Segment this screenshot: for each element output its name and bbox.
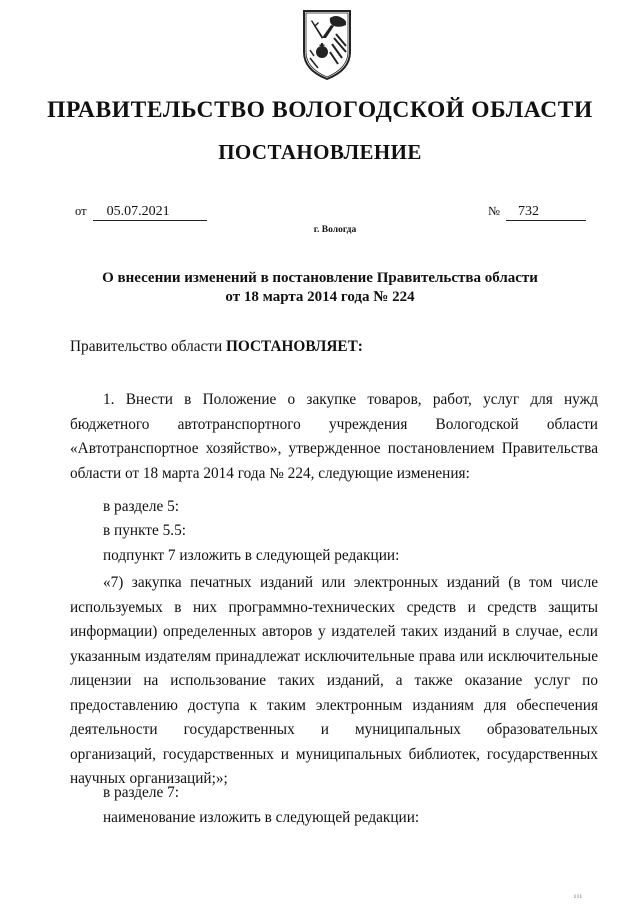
document-date — [75, 204, 207, 221]
document-subject — [0, 269, 640, 307]
city-name: г. Вологда — [313, 225, 357, 235]
vologda-coat-of-arms-icon — [300, 8, 354, 82]
line-section-7: в разделе 7: — [103, 784, 179, 801]
subject-line-1: О внесении изменений в постановление Правительства области — [102, 270, 538, 286]
resolution-prefix: Правительство области — [70, 338, 227, 355]
line-section-5: в разделе 5: — [103, 498, 179, 515]
government-title: ПРАВИТЕЛЬСТВО ВОЛОГОДСКОЙ ОБЛАСТИ — [47, 97, 593, 123]
resolution-keyword: ПОСТАНОВЛЯЕТ: — [226, 338, 363, 355]
line-subpoint-7: подпункт 7 изложить в следующей редакции: — [103, 547, 400, 564]
page-mark: ııı — [574, 892, 583, 900]
document-type: ПОСТАНОВЛЕНИЕ — [218, 140, 422, 164]
paragraph-text: «7) закупка печатных изданий или электронных изданий (в том числе используемых в них программно-технических средств и средств защиты информации) определенных авторов у издателей таких изданий в случае, если указанным издателям принадлежат исключительные права или исключительные лицензии на использование таких изданий, а также оказание услуг по предоставлению доступа к таким электронным изданиям для обеспечения деятельности государственных и муниципальных образовательных организаций, государственных и муниципальных библиотек, государственных научных организаций;»; — [70, 574, 598, 787]
number-value: 732 — [506, 204, 586, 221]
paragraph-quote — [70, 571, 598, 792]
date-value: 05.07.2021 — [93, 204, 207, 221]
number-label: № — [488, 204, 500, 218]
paragraph-text: 1. Внести в Положение о закупке товаров, работ, услуг для нужд бюджетного автотранспортного учреждения Вологодской области «Автотранспортное хозяйство», утвержденное постановлением Правительства области от 18 марта 2014 года № 224, следующие изменения: — [70, 391, 598, 482]
line-point-5-5: в пункте 5.5: — [103, 522, 186, 539]
resolution-statement — [70, 338, 363, 356]
subject-line-2: от 18 марта 2014 года № 224 — [225, 289, 415, 305]
paragraph-1 — [70, 388, 598, 486]
line-name: наименование изложить в следующей редакции: — [103, 809, 420, 826]
date-label: от — [75, 204, 87, 218]
document-number — [488, 204, 586, 221]
